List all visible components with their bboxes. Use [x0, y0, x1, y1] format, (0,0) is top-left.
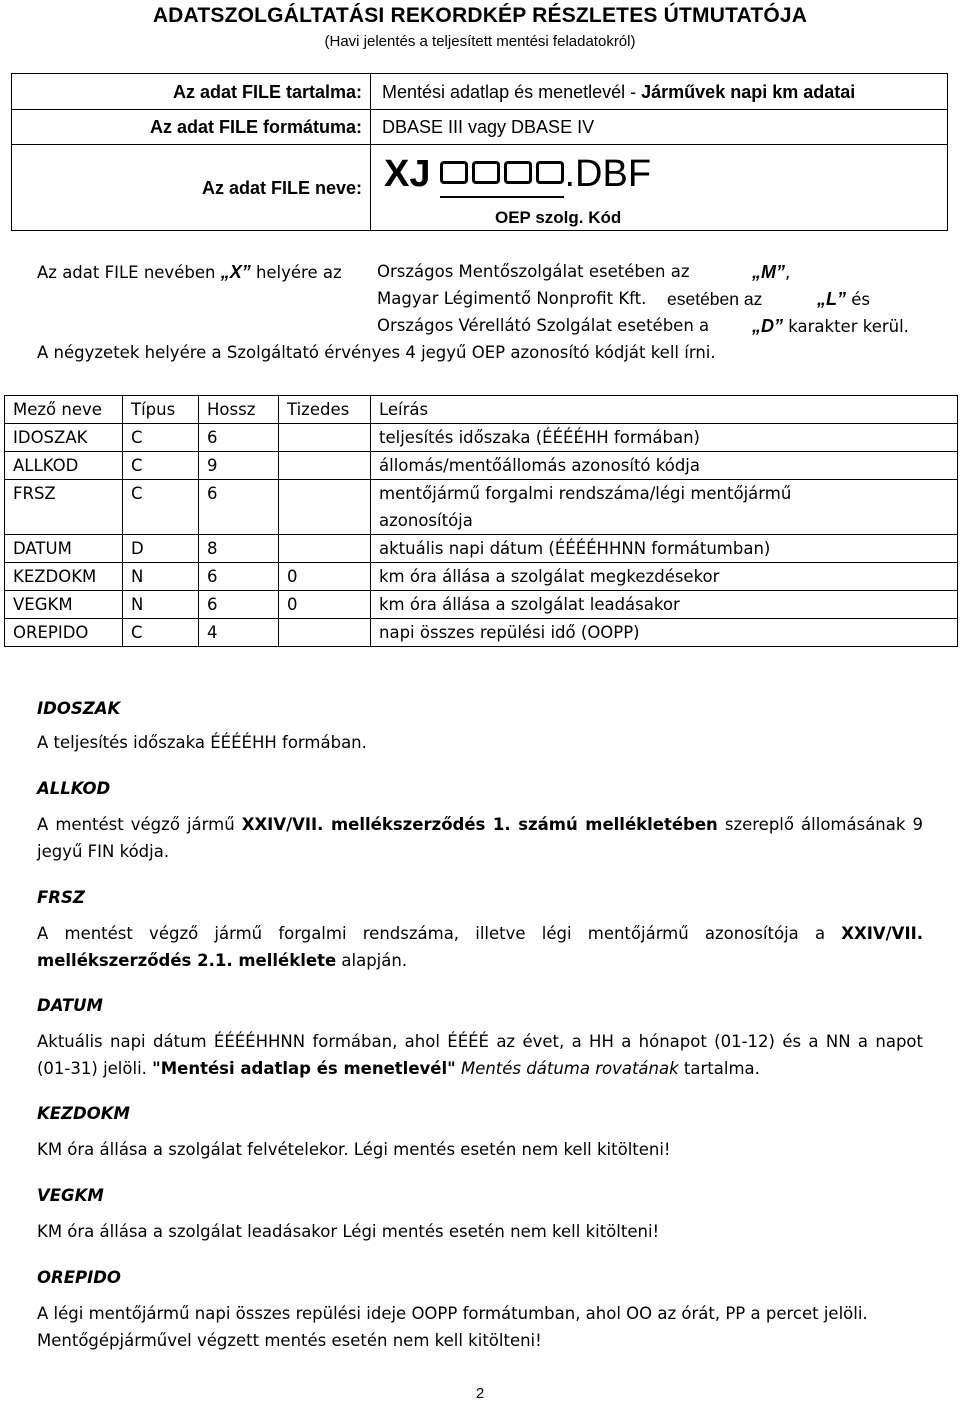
- section-heading-orepido: OREPIDO: [37, 1268, 121, 1287]
- explanation-line-1a: Az adat FILE nevében „X” helyére az: [37, 262, 342, 282]
- explanation-line-2a: Magyar Légimentő Nonprofit Kft.: [377, 289, 647, 308]
- table-row: [5, 563, 958, 591]
- field-name: VEGKM: [5, 591, 123, 619]
- file-name-code-boxes: [440, 154, 564, 198]
- field-decimals: [279, 619, 371, 647]
- file-info-table: [11, 73, 948, 231]
- field-name: IDOSZAK: [5, 424, 123, 452]
- page-number: 2: [475, 1385, 485, 1402]
- section-text-orepido: A légi mentőjármű napi összes repülési ideje OOPP formátumban, ahol OO az órát, PP a percet jelöli. Mentőgépjárművel végzett mentés esetén nem kell kitölteni!: [37, 1304, 868, 1350]
- section-text-idoszak: A teljesítés időszaka ÉÉÉÉHH formában.: [37, 733, 367, 752]
- field-length: 6: [199, 424, 279, 452]
- content-label: Az adat FILE tartalma:: [172, 82, 362, 102]
- field-length: 6: [199, 591, 279, 619]
- field-decimals: [279, 424, 371, 452]
- field-decimals: 0: [279, 563, 371, 591]
- field-type: N: [123, 591, 199, 619]
- explanation-line-1q: „M”,: [752, 262, 791, 282]
- field-length: 9: [199, 452, 279, 480]
- section-heading-datum: DATUM: [37, 996, 103, 1015]
- section-text-frsz: A mentést végző jármű forgalmi rendszáma, illetve légi mentőjármű azonosítója a XXIV/VII. mellékszerződés 2.1. melléklete alapján.: [37, 924, 923, 970]
- section-text-vegkm: KM óra állása a szolgálat leadásakor Légi mentés esetén nem kell kitölteni!: [37, 1222, 660, 1241]
- explanation-line-4: A négyzetek helyére a Szolgáltató érvényes 4 jegyű OEP azonosító kódját kell írni.: [37, 343, 716, 362]
- field-name: KEZDOKM: [5, 563, 123, 591]
- section-heading-frsz: FRSZ: [37, 888, 85, 907]
- file-name-prefix: XJ: [384, 153, 431, 195]
- field-description: teljesítés időszaka (ÉÉÉÉHH formában): [371, 424, 958, 452]
- table-header-row: [5, 396, 958, 424]
- field-name: OREPIDO: [5, 619, 123, 647]
- field-description: napi összes repülési idő (OOPP): [371, 619, 958, 647]
- explanation-line-1c: Országos Mentőszolgálat esetében az: [377, 262, 690, 281]
- field-length: 4: [199, 619, 279, 647]
- header-description: Leírás: [371, 396, 958, 424]
- file-name-caption: OEP szolg. Kód: [495, 208, 622, 227]
- name-label: Az adat FILE neve:: [201, 178, 362, 198]
- fields-table: [4, 395, 958, 647]
- field-decimals: [279, 452, 371, 480]
- section-heading-kezdokm: KEZDOKM: [37, 1104, 130, 1123]
- code-box-icon: [440, 161, 468, 184]
- format-value: DBASE III vagy DBASE IV: [382, 117, 595, 137]
- header-decimals: Tizedes: [279, 396, 371, 424]
- field-length: 6: [199, 563, 279, 591]
- explanation-line-2b: esetében az: [667, 289, 763, 309]
- field-decimals: [279, 535, 371, 563]
- file-name-pattern: [384, 154, 651, 198]
- section-heading-allkod: ALLKOD: [37, 779, 111, 798]
- header-field-name: Mező neve: [5, 396, 123, 424]
- field-name: FRSZ: [5, 480, 123, 535]
- field-description: állomás/mentőállomás azonosító kódja: [371, 452, 958, 480]
- field-type: C: [123, 619, 199, 647]
- header-length: Hossz: [199, 396, 279, 424]
- code-box-icon: [504, 161, 532, 184]
- field-decimals: [279, 480, 371, 535]
- section-text-kezdokm: KM óra állása a szolgálat felvételekor. Légi mentés esetén nem kell kitölteni!: [37, 1140, 671, 1159]
- table-row: [5, 591, 958, 619]
- table-row: [5, 535, 958, 563]
- content-value: Mentési adatlap és menetlevél - Járművek napi km adatai: [382, 82, 856, 102]
- field-name: DATUM: [5, 535, 123, 563]
- field-type: C: [123, 424, 199, 452]
- code-box-icon: [472, 161, 500, 184]
- explanation-line-2q: „L” és: [817, 289, 870, 309]
- header-type: Típus: [123, 396, 199, 424]
- field-type: N: [123, 563, 199, 591]
- table-row: [5, 619, 958, 647]
- field-length: 6: [199, 480, 279, 535]
- field-description: km óra állása a szolgálat megkezdésekor: [371, 563, 958, 591]
- field-decimals: 0: [279, 591, 371, 619]
- section-heading-vegkm: VEGKM: [37, 1186, 104, 1205]
- table-row: [5, 424, 958, 452]
- field-type: D: [123, 535, 199, 563]
- file-name-extension: .DBF: [564, 153, 652, 195]
- explanation-line-3q: „D” karakter kerül.: [752, 316, 909, 336]
- document-title: ADATSZOLGÁLTATÁSI REKORDKÉP RÉSZLETES ÚTMUTATÓJA: [152, 4, 808, 27]
- field-description: aktuális napi dátum (ÉÉÉÉHHNN formátumban): [371, 535, 958, 563]
- field-description: mentőjármű forgalmi rendszáma/légi mentőjármű azonosítója: [371, 480, 958, 535]
- document-subtitle: (Havi jelentés a teljesített mentési feladatokról): [324, 33, 636, 50]
- field-type: C: [123, 452, 199, 480]
- code-box-icon: [536, 161, 564, 184]
- format-label: Az adat FILE formátuma:: [149, 117, 362, 137]
- table-row: [5, 452, 958, 480]
- section-text-datum: Aktuális napi dátum ÉÉÉÉHHNN formában, ahol ÉÉÉÉ az évet, a HH a hónapot (01-12) és a NN a napot (01-31) jelöli. "Mentési adatlap és menetlevél" Mentés dátuma rovatának tartalma.: [37, 1032, 923, 1078]
- field-type: C: [123, 480, 199, 535]
- table-row: [5, 480, 958, 535]
- field-name: ALLKOD: [5, 452, 123, 480]
- field-description: km óra állása a szolgálat leadásakor: [371, 591, 958, 619]
- explanation-line-3a: Országos Vérellátó Szolgálat esetében a: [377, 316, 710, 335]
- section-text-allkod: A mentést végző jármű XXIV/VII. mellékszerződés 1. számú mellékletében szereplő állomásának 9 jegyű FIN kódja.: [37, 815, 923, 861]
- field-length: 8: [199, 535, 279, 563]
- section-heading-idoszak: IDOSZAK: [37, 699, 121, 718]
